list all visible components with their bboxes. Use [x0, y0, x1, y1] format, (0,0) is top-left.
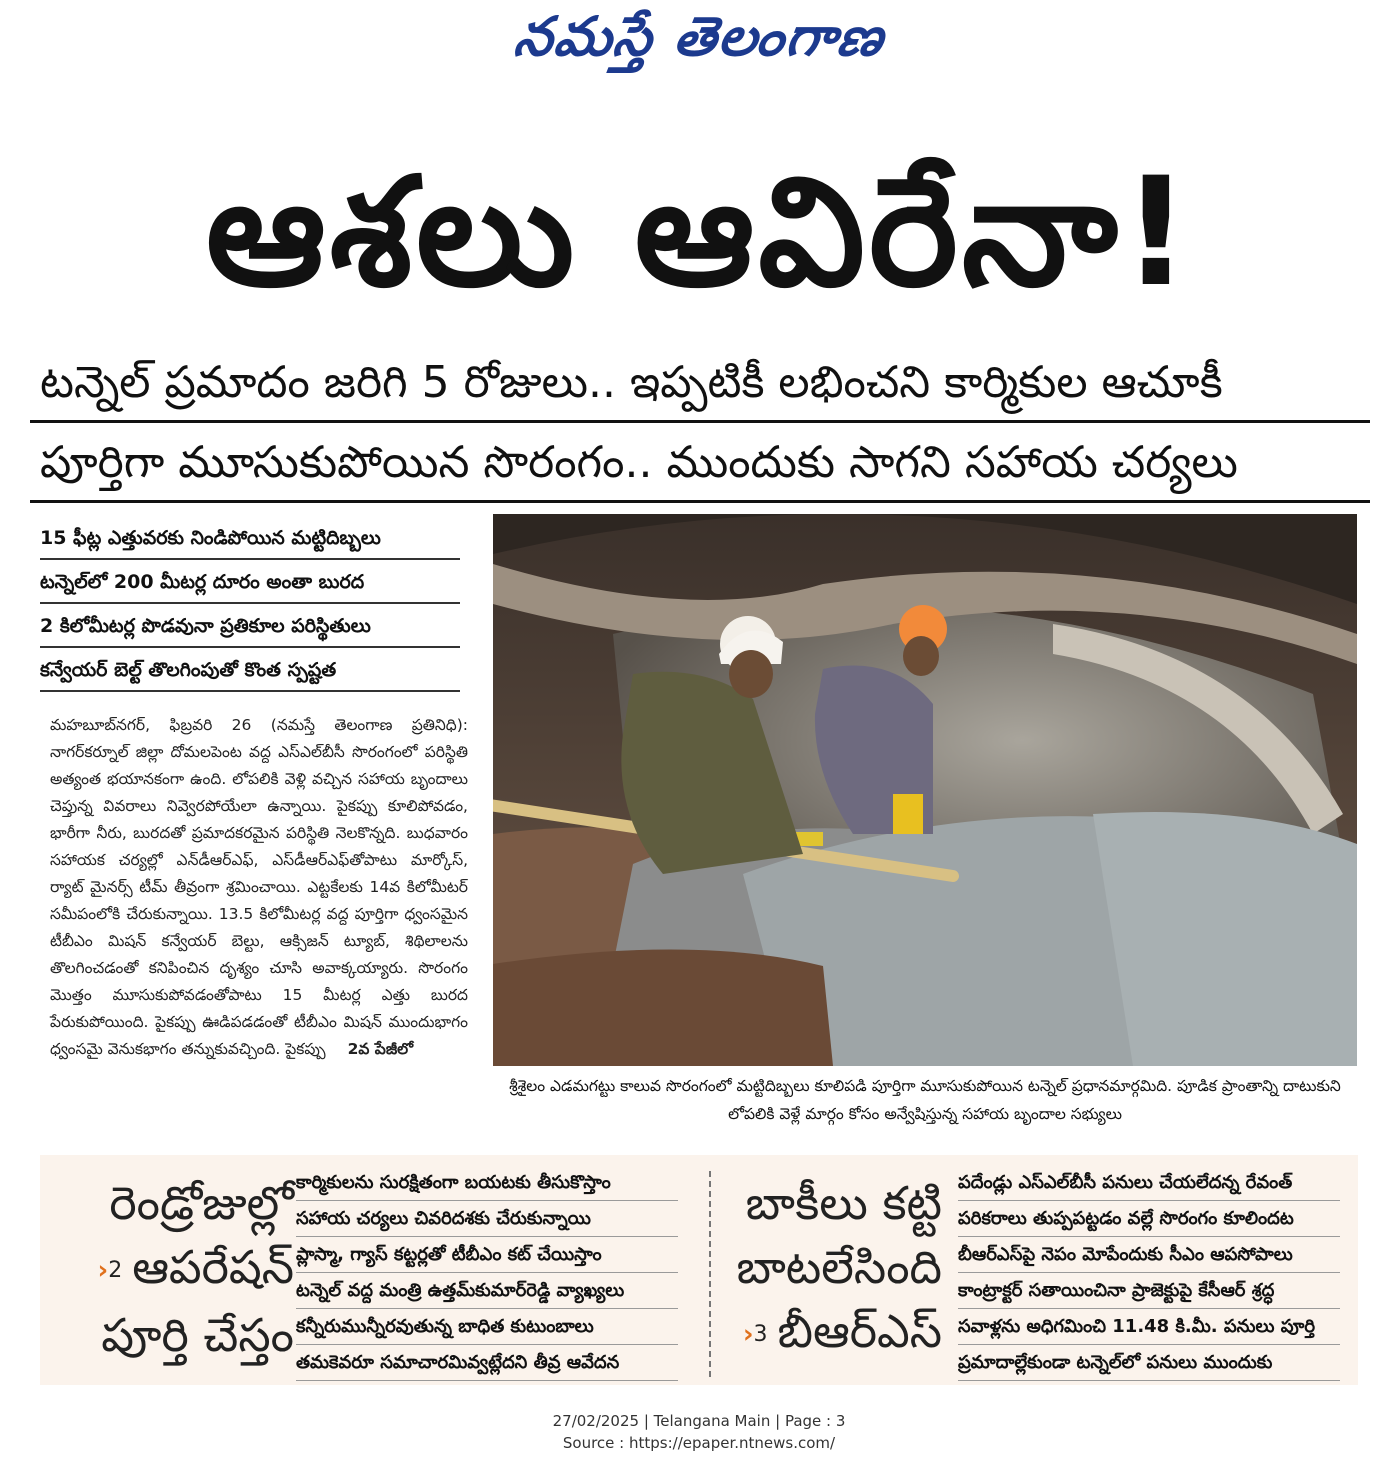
- chevron-right-icon: ›: [97, 1255, 109, 1286]
- list-item: కన్నీరుమున్నీరవుతున్న బాధిత కుటుంబాలు: [296, 1309, 678, 1345]
- list-item: ప్రమాదాల్లేకుండా టన్నెల్‌లో పనులు ముందుకు: [958, 1345, 1340, 1381]
- list-item: కాంట్రాక్టర్ సతాయించినా ప్రాజెక్టుపై కేసీఆర్ శ్రద్ధ: [958, 1273, 1340, 1309]
- promo-left-line: ఆపరేషన్: [132, 1240, 294, 1294]
- list-item: తమకెవరూ సమాచారమివ్వట్లేదని తీవ్ర ఆవేదన: [296, 1345, 678, 1381]
- promo-left-list: [296, 1165, 678, 1381]
- photo-caption: శ్రీశైలం ఎడమగట్టు కాలువ సొరంగంలో మట్టిదిబ్బలు కూలిపడి పూర్తిగా మూసుకుపోయిన టన్నెల్ ప్రధానమార్గమిది. పూడిక ప్రాంతాన్ని దాటుకుని లోపలికి వెళ్లే మార్గం కోసం అన్వేషిస్తున్న సహాయ బృందాల సభ్యులు: [509, 1077, 1341, 1123]
- subheadline-2: పూర్తిగా మూసుకుపోయిన సొరంగం.. ముందుకు సాగని సహాయ చర్యలు: [40, 437, 1238, 488]
- tunnel-photo-illustration: [493, 514, 1357, 1066]
- highlight-item: 15 ఫీట్ల ఎత్తువరకు నిండిపోయిన మట్టిదిబ్బలు: [40, 516, 460, 560]
- list-item: టన్నెల్ వద్ద మంత్రి ఉత్తమ్‌కుమార్‌రెడ్డి వ్యాఖ్యలు: [296, 1273, 678, 1309]
- page-marker: 2: [108, 1257, 123, 1283]
- page-marker: 3: [753, 1321, 768, 1347]
- subheadline-1: టన్నెల్ ప్రమాదం జరిగి 5 రోజులు.. ఇప్పటికీ లభించని కార్మికుల ఆచూకీ: [40, 357, 1223, 408]
- news-photo: [493, 514, 1357, 1066]
- promo-left-line: పూర్తి చేస్తం: [101, 1307, 294, 1362]
- continued-link[interactable]: 2వ పేజీలో: [347, 1040, 414, 1058]
- column-divider: [709, 1171, 711, 1377]
- footer-edition-info: 27/02/2025 | Telangana Main | Page : 3: [552, 1412, 846, 1430]
- main-headline: ఆశలు ఆవిరేనా!: [205, 146, 1195, 320]
- masthead: [0, 0, 1398, 80]
- divider: [30, 500, 1370, 503]
- highlight-item: కన్వేయర్ బెల్ట్ తొలగింపుతో కొంత స్పష్టత: [40, 648, 460, 692]
- highlight-item: టన్నెల్‌లో 200 మీటర్ల దూరం అంతా బురద: [40, 560, 460, 604]
- footer-source-link[interactable]: Source : https://epaper.ntnews.com/: [562, 1434, 836, 1452]
- highlights-list: [40, 516, 460, 692]
- list-item: పదేండ్లు ఎస్‌ఎల్‌బీసీ పనులు చేయలేదన్న రేవంత్: [958, 1165, 1340, 1201]
- promo-left-title[interactable]: [62, 1171, 294, 1367]
- list-item: సహాయ చర్యలు చివరిదశకు చేరుకున్నాయి: [296, 1201, 678, 1237]
- related-stories-box: [40, 1155, 1358, 1385]
- promo-right-line: బీఆర్‌ఎస్: [777, 1304, 942, 1358]
- promo-left-line-row: [62, 1235, 294, 1303]
- promo-right-line: బాటలేసింది: [736, 1240, 942, 1294]
- list-item: పరికరాలు తుప్పపట్టడం వల్లే సొరంగం కూలిందట: [958, 1201, 1340, 1237]
- masthead-logo: నమస్తే తెలంగాణ: [510, 4, 890, 68]
- article-text: మహబూబ్‌నగర్, ఫిబ్రవరి 26 (నమస్తే తెలంగాణ ప్రతినిధి): నాగర్‌కర్నూల్ జిల్లా దోమలపెంట వద్ద ఎస్‌ఎల్‌బీసీ సొరంగంలో పరిస్థితి అత్యంత భయానకంగా ఉంది. లోపలికి వెళ్లి వచ్చిన సహాయ బృందాలు చెప్తున్న వివరాలు నివ్వెరపోయేలా ఉన్నాయి. పైకప్పు కూలిపోవడం, భారీగా నీరు, బురదతో ప్రమాదకరమైన పరిస్థితి నెలకొన్నది. బుధవారం సహాయక చర్యల్లో ఎన్‌డీఆర్‌ఎఫ్, ఎస్‌డీఆర్‌ఎఫ్‌తోపాటు మార్కోస్, ర్యాట్ మైనర్స్ టీమ్ తీవ్రంగా శ్రమించాయి. ఎట్టకేలకు 14వ కిలోమీటర్ సమీపంలోకి చేరుకున్నాయి. 13.5 కిలోమీటర్ల వద్ద పూర్తిగా ధ్వంసమైన టీబీఎం మిషన్ కన్వేయర్ బెల్టు, ఆక్సిజన్ ట్యూబ్, శిథిలాలను తొలగించడంతో కనిపించిన దృశ్యం చూసి అవాక్కయ్యారు. సొరంగం మొత్తం మూసుకుపోవడంతోపాటు 15 మీటర్ల ఎత్తు బురద పేరుకుపోయింది. పైకప్పు ఊడిపడడంతో టీబీఎం మిషన్ ముందుభాగం ధ్వంసమై వెనుకభాగం తన్నుకువచ్చింది. పైకప్పు: [50, 716, 468, 1058]
- list-item: కార్మికులను సురక్షితంగా బయటకు తీసుకొస్తాం: [296, 1165, 678, 1201]
- list-item: బీఆర్‌ఎస్‌పై నెపం మోపేందుకు సీఎం ఆపసోపాలు: [958, 1237, 1340, 1273]
- promo-right-list: [958, 1165, 1340, 1381]
- promo-left-line: రెండ్రోజుల్లో: [109, 1176, 294, 1230]
- list-item: సవాళ్లను అధిగమించి 11.48 కి.మీ. పనులు పూర్తి: [958, 1309, 1340, 1345]
- article-body: [50, 712, 468, 1063]
- promo-right-line: బాకీలు కట్టి: [745, 1176, 942, 1230]
- list-item: ప్లాస్మా, గ్యాస్ కట్టర్లతో టీబీఎం కట్ చేయిస్తాం: [296, 1237, 678, 1273]
- highlight-item: 2 కిలోమీటర్ల పొడవునా ప్రతికూల పరిస్థితులు: [40, 604, 460, 648]
- divider: [30, 420, 1370, 423]
- chevron-right-icon: ›: [742, 1319, 754, 1350]
- page-footer: [0, 1410, 1398, 1454]
- promo-right-title[interactable]: [730, 1171, 942, 1367]
- promo-right-line-row: [730, 1299, 942, 1367]
